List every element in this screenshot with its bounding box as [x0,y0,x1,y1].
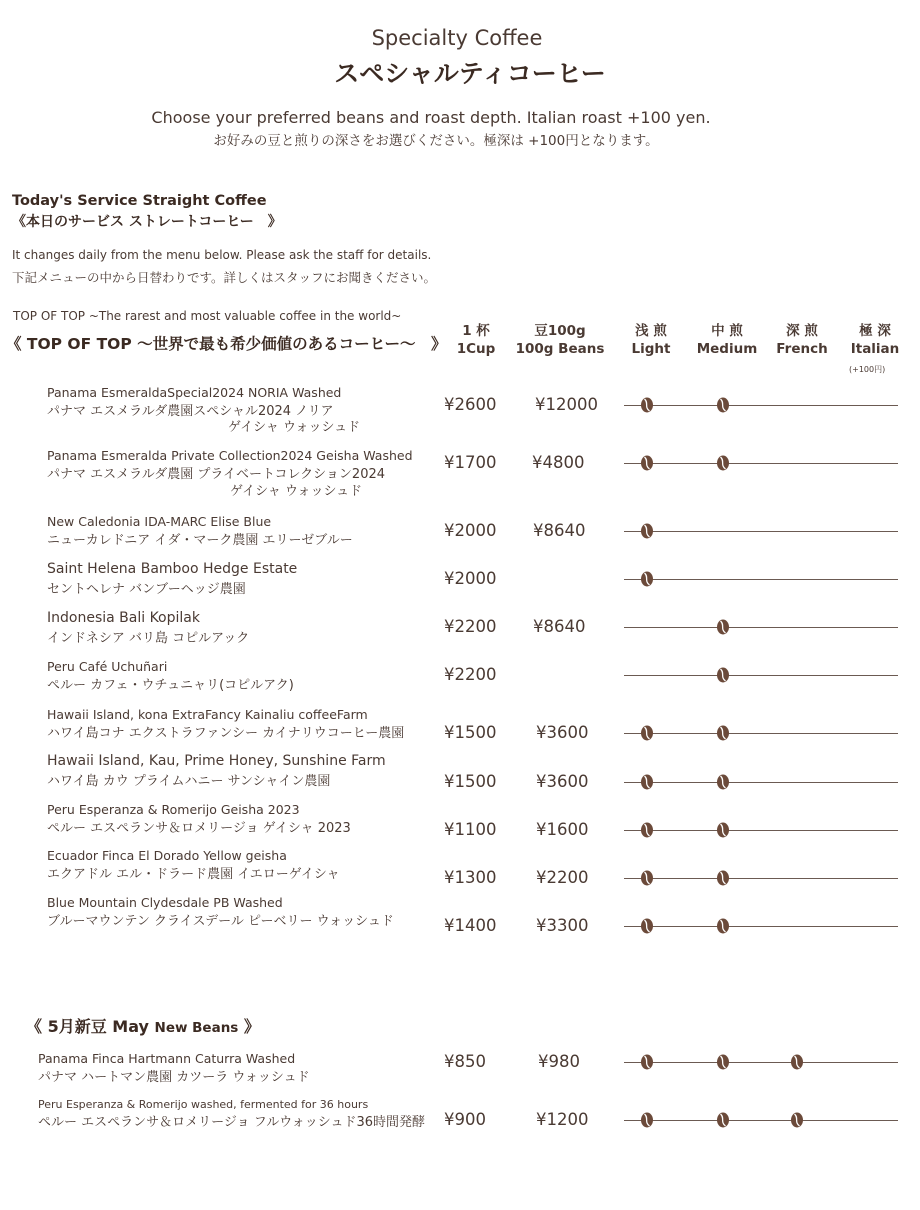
coffee-bean-icon-medium [716,822,730,838]
top-section-en: TOP OF TOP ~The rarest and most valuable coffee in the world~ [13,309,402,323]
price-cup: ¥1100 [444,820,497,839]
coffee-bean-icon-light [640,822,654,838]
col-french-en: French [776,341,828,357]
top-section-jp: 《 TOP OF TOP 〜世界で最も希少価値のあるコーヒー〜 》 [6,335,447,353]
price-cup: ¥2200 [444,617,497,636]
roast-line [624,926,898,927]
col-french [770,322,834,358]
coffee-bean-icon-french [790,1054,804,1070]
col-cup-en: 1Cup [456,341,496,357]
price-cup: ¥2600 [444,395,497,414]
price-beans: ¥2200 [536,868,589,887]
coffee-bean-icon-french [790,1112,804,1128]
item-name-jp: パナマ エスメラルダ農園 プライベートコレクション2024 [47,467,386,482]
price-beans: ¥3600 [536,723,589,742]
roast-line [624,579,898,580]
new-beans-title-jp: 《 5月新豆 May [26,1017,149,1036]
price-beans: ¥980 [538,1052,580,1071]
item-name-en: New Caledonia IDA-MARC Elise Blue [47,514,272,529]
price-cup: ¥1500 [444,723,497,742]
coffee-bean-icon-medium [716,455,730,471]
col-medium-en: Medium [696,341,758,357]
title-en: Specialty Coffee [371,26,543,50]
price-beans: ¥1600 [536,820,589,839]
coffee-bean-icon-light [640,523,654,539]
price-beans: ¥8640 [533,617,586,636]
price-cup: ¥900 [444,1110,486,1129]
coffee-bean-icon-medium [716,725,730,741]
coffee-bean-icon-light [640,571,654,587]
coffee-bean-icon-light [640,1112,654,1128]
item-name-en: Hawaii Island, Kau, Prime Honey, Sunshine Farm [47,753,386,769]
col-beans [510,322,610,358]
coffee-bean-icon-medium [716,870,730,886]
price-cup: ¥2000 [444,521,497,540]
roast-line [624,1120,898,1121]
coffee-bean-icon-medium [716,1054,730,1070]
coffee-bean-icon-light [640,870,654,886]
title-jp: スペシャルティコーヒー [334,59,606,88]
roast-line [624,878,898,879]
roast-line [624,782,898,783]
item-name-en: Panama Finca Hartmann Caturra Washed [38,1051,296,1066]
roast-line [624,463,898,464]
coffee-bean-icon-medium [716,774,730,790]
price-cup: ¥850 [444,1052,486,1071]
item-name-jp: ブルーマウンテン クライスデール ピーベリー ウォッシュド [47,914,394,929]
col-beans-en: 100g Beans [515,341,605,357]
coffee-bean-icon-medium [716,667,730,683]
col-light-en: Light [631,341,671,357]
intro-en: Choose your preferred beans and roast depth. Italian roast +100 yen. [151,108,711,127]
item-name-en: Peru Café Uchuñari [47,659,168,674]
coffee-bean-icon-light [640,455,654,471]
item-name-jp: パナマ ハートマン農園 カツーラ ウォッシュド [38,1070,310,1085]
roast-line [624,405,898,406]
price-beans: ¥3600 [536,772,589,791]
roast-line [624,830,898,831]
col-light-jp: 浅 煎 [635,323,667,339]
new-beans-title-en: New Beans [154,1020,239,1036]
col-italian-en: Italian [850,341,900,357]
col-medium-jp: 中 煎 [711,323,743,339]
item-name-jp: ペルー カフェ・ウチュニャリ(コピルアク) [47,678,294,693]
col-beans-jp: 豆100g [534,323,586,339]
coffee-bean-icon-light [640,774,654,790]
coffee-bean-icon-light [640,918,654,934]
roast-line [624,675,898,676]
col-french-jp: 深 煎 [786,323,818,339]
roast-line [624,1062,898,1063]
item-name-en: Indonesia Bali Kopilak [47,610,200,626]
item-name-jp: セントヘレナ バンブーヘッジ農園 [47,582,246,597]
item-name-jp: パナマ エスメラルダ農園スペシャル2024 ノリア [47,404,334,419]
new-beans-title-close: 》 [243,1017,260,1036]
item-name-en: Peru Esperanza & Romerijo washed, fermented for 36 hours [38,1098,369,1111]
item-name-en: Peru Esperanza & Romerijo Geisha 2023 [47,802,300,817]
item-name-en: Ecuador Finca El Dorado Yellow geisha [47,848,287,863]
item-name-jp: ハワイ島コナ エクストラファンシー カイナリウコーヒー農園 [47,726,405,741]
price-beans: ¥8640 [533,521,586,540]
item-name-en: Panama Esmeralda Private Collection2024 Geisha Washed [47,448,413,463]
roast-line [624,733,898,734]
col-italian-jp: 極 深 [859,323,891,339]
price-beans: ¥1200 [536,1110,589,1129]
coffee-bean-icon-medium [716,397,730,413]
price-cup: ¥1300 [444,868,497,887]
item-name-jp: ハワイ島 カウ プライムハニー サンシャイン農園 [47,774,331,789]
item-name-en: Saint Helena Bamboo Hedge Estate [47,561,298,577]
col-italian [844,322,906,358]
intro-jp: お好みの豆と煎りの深さをお選びください。極深は +100円となります。 [213,133,659,149]
price-beans: ¥4800 [532,453,585,472]
roast-line [624,531,898,532]
col-cup [448,322,504,358]
service-note-en: It changes daily from the menu below. Please ask the staff for details. [12,248,432,262]
coffee-bean-icon-light [640,397,654,413]
service-note-jp: 下記メニューの中から日替わりです。詳しくはスタッフにお聞きください。 [12,270,437,285]
item-name-jp: インドネシア バリ島 コピルアック [47,631,250,646]
col-cup-jp: 1 杯 [462,323,490,339]
col-light [620,322,682,358]
coffee-bean-icon-medium [716,619,730,635]
price-beans: ¥3300 [536,916,589,935]
service-title-en: Today's Service Straight Coffee [12,193,267,209]
price-cup: ¥1500 [444,772,497,791]
col-medium [692,322,762,358]
item-name-en: Panama EsmeraldaSpecial2024 NORIA Washed [47,385,342,400]
roast-line [624,627,898,628]
item-name-jp: エクアドル エル・ドラード農園 イエローゲイシャ [47,867,340,882]
service-title-jp: 《本日のサービス ストレートコーヒー 》 [12,214,282,230]
coffee-bean-icon-light [640,1054,654,1070]
price-beans: ¥12000 [535,395,598,414]
italian-note: (+100円) [849,365,886,374]
item-name-jp: ニューカレドニア イダ・マーク農園 エリーゼブルー [47,533,353,548]
price-cup: ¥1400 [444,916,497,935]
coffee-bean-icon-medium [716,1112,730,1128]
item-name-jp: ペルー エスペランサ＆ロメリージョ フルウォッシュド36時間発酵 [38,1115,425,1130]
item-name-jp: ペルー エスペランサ＆ロメリージョ ゲイシャ 2023 [47,821,351,836]
item-name-jp2: ゲイシャ ウォッシュド [230,484,363,499]
coffee-bean-icon-light [640,725,654,741]
item-name-en: Hawaii Island, kona ExtraFancy Kainaliu coffeeFarm [47,707,368,722]
price-cup: ¥1700 [444,453,497,472]
coffee-bean-icon-medium [716,918,730,934]
new-beans-title [26,1014,260,1037]
item-name-en: Blue Mountain Clydesdale PB Washed [47,895,283,910]
price-cup: ¥2200 [444,665,497,684]
item-name-jp2: ゲイシャ ウォッシュド [228,420,361,435]
price-cup: ¥2000 [444,569,497,588]
